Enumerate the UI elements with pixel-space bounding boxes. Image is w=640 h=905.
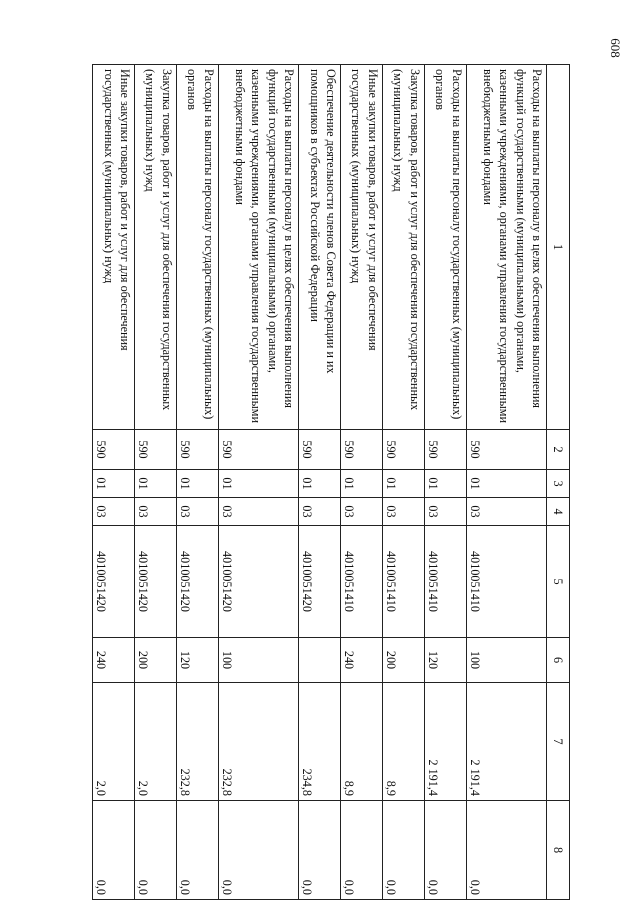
- cell-section: 01: [424, 470, 466, 498]
- column-header: 8: [547, 801, 570, 900]
- cell-expense-type: [299, 638, 341, 683]
- cell-amount-2: 0,0: [176, 801, 218, 900]
- table-row: [424, 65, 466, 900]
- cell-ministry: 590: [299, 430, 341, 470]
- rotated-page: [92, 64, 570, 899]
- table-row: [176, 65, 218, 900]
- cell-amount-2: 0,0: [340, 801, 382, 900]
- cell-expense-type: 120: [424, 638, 466, 683]
- cell-amount: 232,8: [176, 683, 218, 801]
- cell-subsection: 03: [340, 498, 382, 526]
- cell-expense-type: 100: [218, 638, 298, 683]
- cell-target-article: 4010051410: [466, 526, 546, 638]
- cell-subsection: 03: [382, 498, 424, 526]
- row-name: Закупка товаров, работ и услуг для обеспечения государственных (муниципальных) нужд: [134, 65, 176, 430]
- cell-ministry: 590: [134, 430, 176, 470]
- cell-section: 01: [340, 470, 382, 498]
- cell-section: 01: [218, 470, 298, 498]
- cell-target-article: 4010051420: [299, 526, 341, 638]
- table-row: [218, 65, 298, 900]
- cell-amount: 8,9: [340, 683, 382, 801]
- cell-target-article: 4010051420: [93, 526, 135, 638]
- cell-subsection: 03: [176, 498, 218, 526]
- cell-expense-type: 100: [466, 638, 546, 683]
- cell-amount: 2 191,4: [466, 683, 546, 801]
- cell-subsection: 03: [218, 498, 298, 526]
- cell-target-article: 4010051410: [382, 526, 424, 638]
- cell-subsection: 03: [466, 498, 546, 526]
- cell-amount: 232,8: [218, 683, 298, 801]
- row-name: Иные закупки товаров, работ и услуг для обеспечения государственных (муниципальных) нужд: [93, 65, 135, 430]
- column-header: 7: [547, 683, 570, 801]
- cell-ministry: 590: [466, 430, 546, 470]
- column-header: 3: [547, 470, 570, 498]
- row-name: Расходы на выплаты персоналу в целях обеспечения выполнения функций государственными (муниципальными) органами, казенными учреждениями, органами управления государственными внебюджетными фондами: [218, 65, 298, 430]
- cell-ministry: 590: [382, 430, 424, 470]
- cell-amount: 234,8: [299, 683, 341, 801]
- cell-amount-2: 0,0: [93, 801, 135, 900]
- cell-amount-2: 0,0: [466, 801, 546, 900]
- cell-subsection: 03: [134, 498, 176, 526]
- cell-target-article: 4010051410: [424, 526, 466, 638]
- cell-amount: 2 191,4: [424, 683, 466, 801]
- cell-expense-type: 200: [382, 638, 424, 683]
- cell-ministry: 590: [93, 430, 135, 470]
- column-header: 2: [547, 430, 570, 470]
- cell-subsection: 03: [424, 498, 466, 526]
- row-name: Расходы на выплаты персоналу государственных (муниципальных) органов: [424, 65, 466, 430]
- cell-target-article: 4010051420: [134, 526, 176, 638]
- cell-ministry: 590: [424, 430, 466, 470]
- cell-expense-type: 120: [176, 638, 218, 683]
- cell-target-article: 4010051420: [218, 526, 298, 638]
- table-row: [382, 65, 424, 900]
- table-header-row: [547, 65, 570, 900]
- cell-ministry: 590: [176, 430, 218, 470]
- cell-amount-2: 0,0: [424, 801, 466, 900]
- column-header: 6: [547, 638, 570, 683]
- cell-section: 01: [93, 470, 135, 498]
- cell-section: 01: [299, 470, 341, 498]
- cell-amount-2: 0,0: [134, 801, 176, 900]
- table-row: [299, 65, 341, 900]
- cell-amount-2: 0,0: [299, 801, 341, 900]
- cell-expense-type: 240: [340, 638, 382, 683]
- cell-section: 01: [466, 470, 546, 498]
- budget-table: [92, 64, 570, 900]
- cell-amount-2: 0,0: [218, 801, 298, 900]
- cell-subsection: 03: [299, 498, 341, 526]
- table-row: [466, 65, 546, 900]
- cell-expense-type: 240: [93, 638, 135, 683]
- table-row: [134, 65, 176, 900]
- table-row: [93, 65, 135, 900]
- row-name: Закупка товаров, работ и услуг для обеспечения государственных (муниципальных) нужд: [382, 65, 424, 430]
- cell-target-article: 4010051410: [340, 526, 382, 638]
- row-name: Обеспечение деятельности членов Совета Федерации и их помощников в субъектах Российской Федерации: [299, 65, 341, 430]
- cell-ministry: 590: [340, 430, 382, 470]
- cell-amount: 2,0: [134, 683, 176, 801]
- cell-amount: 8,9: [382, 683, 424, 801]
- row-name: Иные закупки товаров, работ и услуг для обеспечения государственных (муниципальных) нужд: [340, 65, 382, 430]
- row-name: Расходы на выплаты персоналу государственных (муниципальных) органов: [176, 65, 218, 430]
- cell-expense-type: 200: [134, 638, 176, 683]
- column-header: 4: [547, 498, 570, 526]
- row-name: Расходы на выплаты персоналу в целях обеспечения выполнения функций государственными (муниципальными) органами, казенными учреждениями, органами управления государственными внебюджетными фондами: [466, 65, 546, 430]
- table-row: [340, 65, 382, 900]
- cell-subsection: 03: [93, 498, 135, 526]
- cell-section: 01: [176, 470, 218, 498]
- column-header: 5: [547, 526, 570, 638]
- cell-amount: 2,0: [93, 683, 135, 801]
- cell-ministry: 590: [218, 430, 298, 470]
- cell-target-article: 4010051420: [176, 526, 218, 638]
- cell-section: 01: [134, 470, 176, 498]
- cell-amount-2: 0,0: [382, 801, 424, 900]
- column-header: 1: [547, 65, 570, 430]
- cell-section: 01: [382, 470, 424, 498]
- page-number: 608: [607, 38, 623, 58]
